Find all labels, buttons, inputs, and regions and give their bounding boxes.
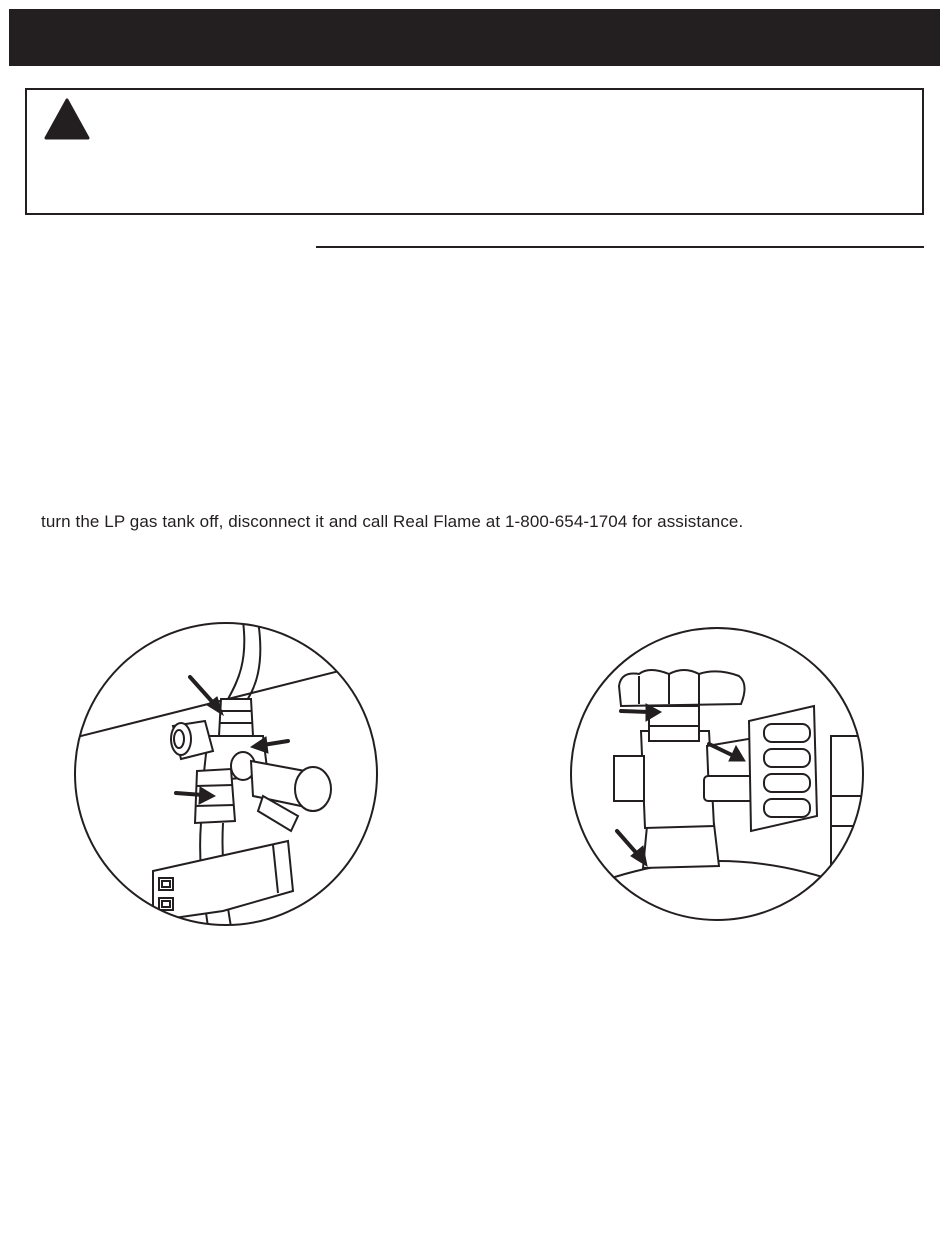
section-rule — [316, 246, 924, 248]
assistance-text: turn the LP gas tank off, disconnect it and call Real Flame at 1-800-654-1704 for assistance. — [41, 512, 744, 531]
warning-box — [25, 88, 924, 215]
header-bar — [9, 9, 940, 66]
warning-triangle-icon — [44, 98, 90, 140]
hose-fitting-connections-illustration — [73, 621, 379, 927]
tank-valve-illustration — [569, 626, 865, 922]
